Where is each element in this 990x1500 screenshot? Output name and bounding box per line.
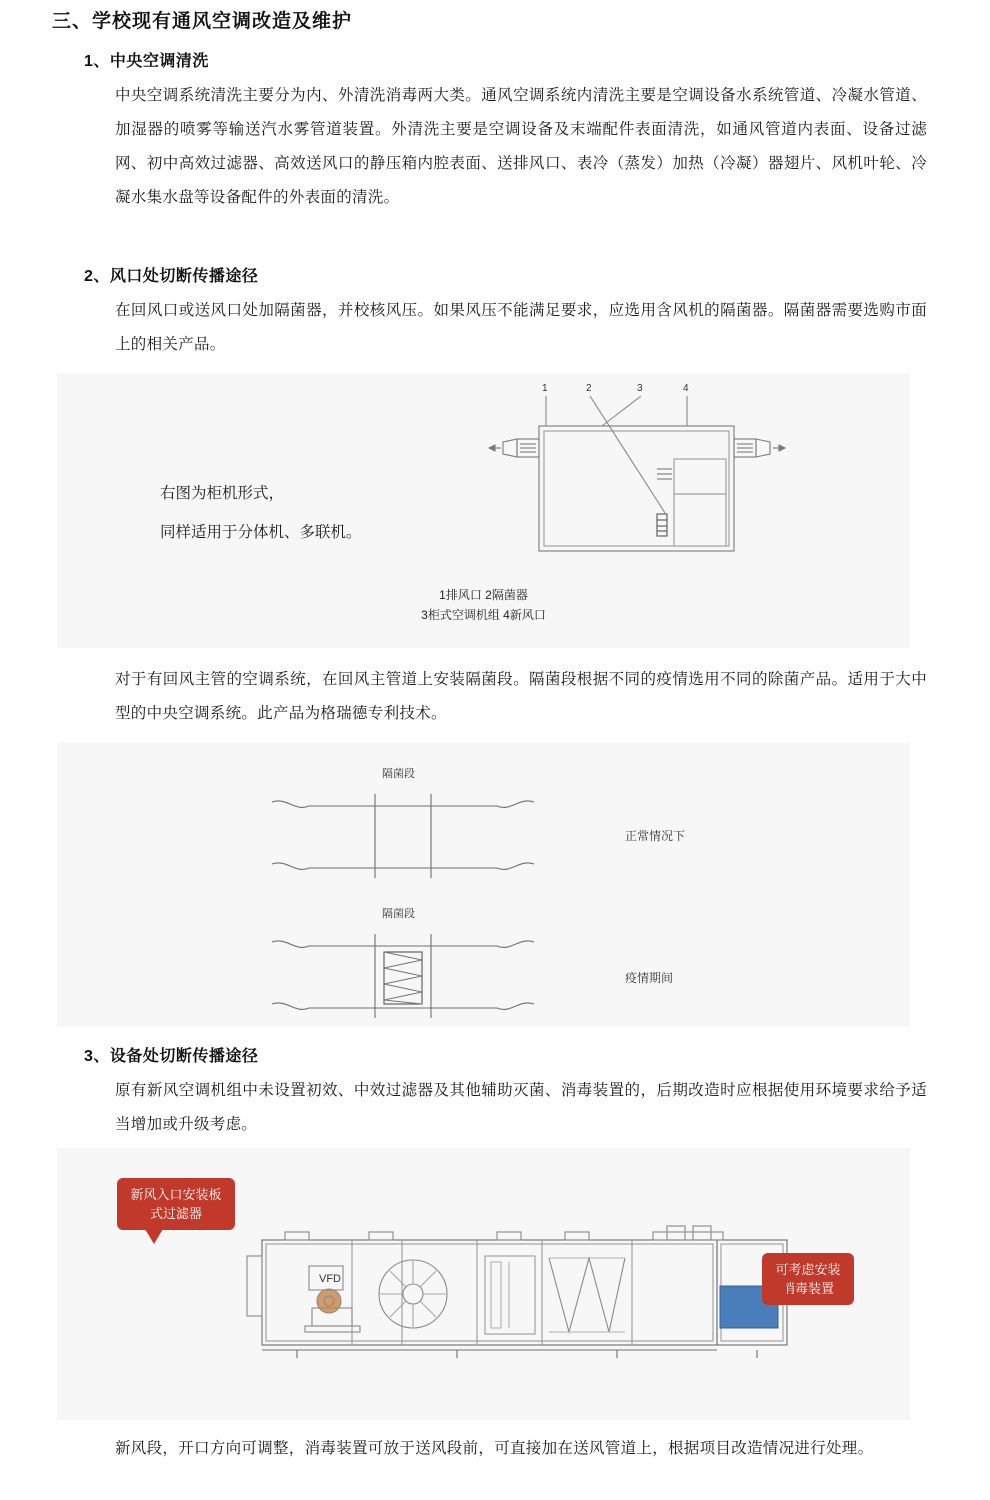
- section-3-title: 3、设备处切断传播途径: [84, 1048, 259, 1065]
- figure1-note-line1: 右图为柜机形式，: [160, 485, 285, 502]
- callout-fresh-air-filter: 新风入口安装板式过滤器: [117, 1178, 235, 1230]
- figure2-state-normal: 正常情况下: [625, 829, 686, 843]
- figure2-label-bottom: 隔菌段: [382, 908, 415, 920]
- section-2-title: 2、风口处切断传播途径: [84, 268, 259, 285]
- page-title: 三、学校现有通风空调改造及维护: [52, 11, 353, 32]
- figure1-label-2: 2: [586, 383, 592, 394]
- figure1-label-4: 4: [683, 383, 689, 394]
- figure2-drawing: [57, 742, 910, 1027]
- figure2-label-top: 隔菌段: [382, 768, 415, 780]
- figure1-note-line2: 同样适用于分体机、多联机。: [160, 524, 362, 541]
- figure1-label-3: 3: [637, 383, 643, 394]
- figure1-caption-line1: 1排风口 2隔菌器: [439, 588, 528, 602]
- figure1-label-1: 1: [542, 383, 548, 394]
- figure1-caption-line2: 3柜式空调机组 4新风口: [421, 608, 546, 622]
- section-1-title: 1、中央空调清洗: [84, 53, 209, 70]
- figure2-state-epidemic: 疫情期间: [625, 971, 674, 985]
- section-1-body: 中央空调系统清洗主要分为内、外清洗消毒两大类。通风空调系统内清洗主要是空调设备水系统管道、冷凝水管道、加湿器的喷雾等输送汽水雾管道装置。外清洗主要是空调设备及末端配件表面清洗，如通风管道内表面、设备过滤网、初中高效过滤器、高效送风口的静压箱内腔表面、送排风口、表冷（蒸发）加热（冷凝）器翅片、风机叶轮、冷凝水集水盘等设备配件的外表面的清洗。: [115, 87, 927, 206]
- section-3-body-after: 新风段，开口方向可调整，消毒装置可放于送风段前，可直接加在送风管道上，根据项目改造情况进行处理。: [115, 1440, 874, 1457]
- section-2-body: 在回风口或送风口处加隔菌器，并校核风压。如果风压不能满足要求，应选用含风机的隔菌器。隔菌器需要选购市面上的相关产品。: [115, 302, 927, 353]
- figure-duct-section: [57, 742, 910, 1027]
- figure-cabinet-unit: [57, 373, 910, 648]
- figure3-vfd-label: VFD: [319, 1273, 341, 1285]
- callout-disinfection-device: 可考虑安装消毒装置: [762, 1253, 854, 1305]
- section-2-body2: 对于有回风主管的空调系统，在回风主管道上安装隔菌段。隔菌段根据不同的疫情选用不同的除菌产品。适用于大中型的中央空调系统。此产品为格瑞德专利技术。: [115, 671, 927, 722]
- section-3-body: 原有新风空调机组中未设置初效、中效过滤器及其他辅助灭菌、消毒装置的，后期改造时应根据使用环境要求给予适当增加或升级考虑。: [115, 1082, 927, 1133]
- figure-ahu-unit: [57, 1148, 910, 1420]
